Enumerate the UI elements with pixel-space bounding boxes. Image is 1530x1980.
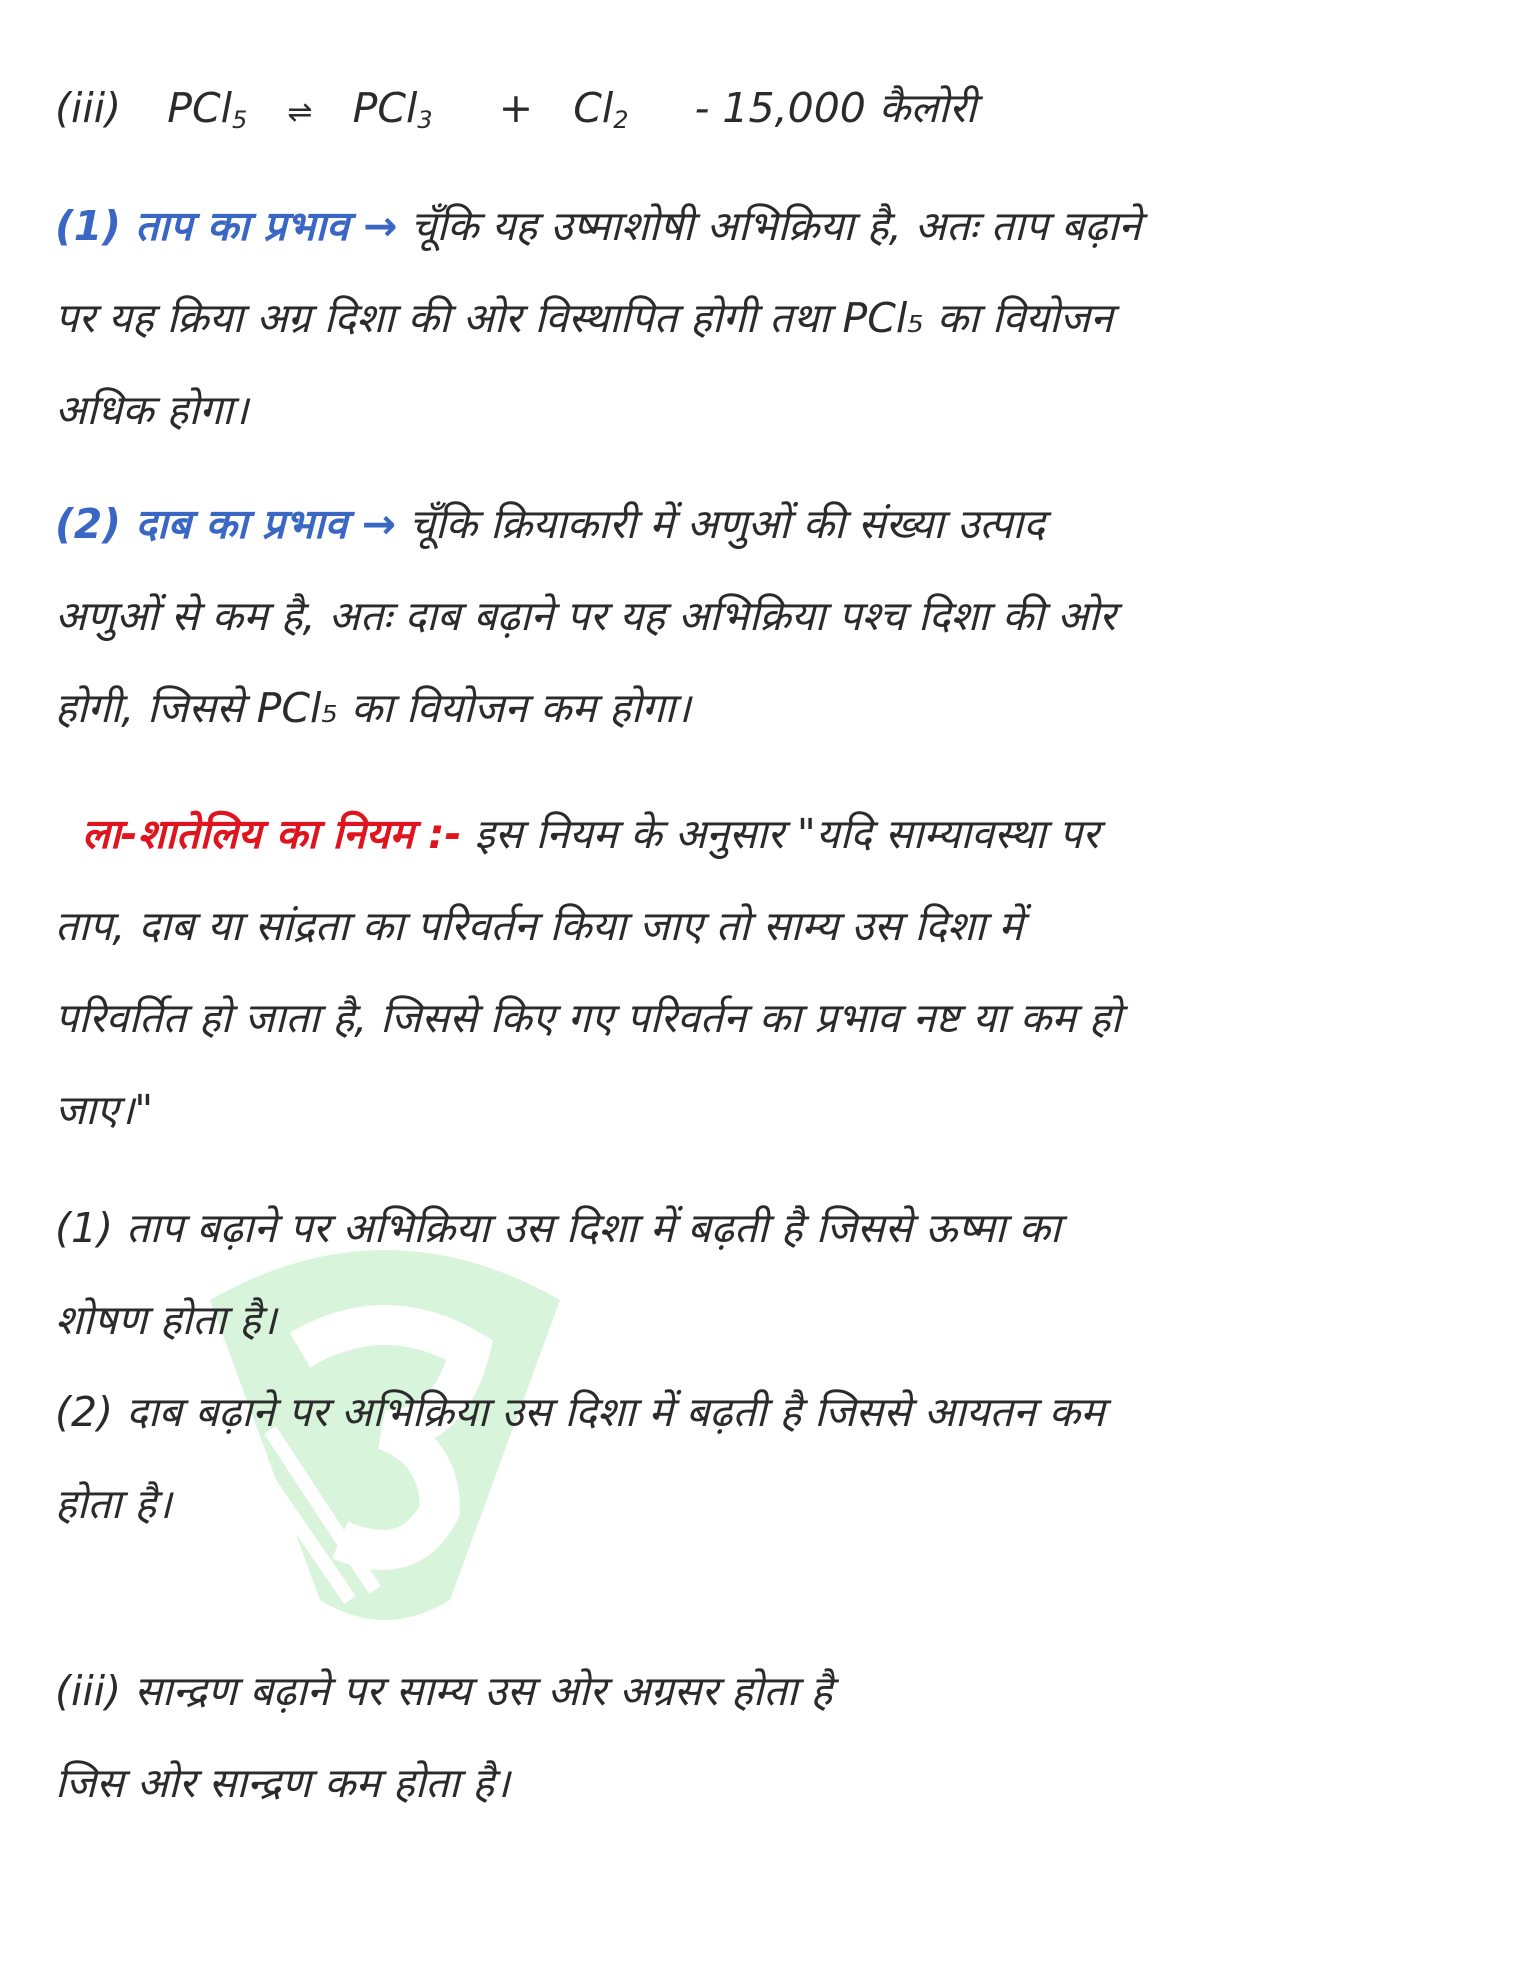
rule2-line-2: होता है।: [55, 1480, 172, 1528]
section1-heading: (1) ताप का प्रभाव →: [55, 202, 398, 250]
law-line-1: [55, 788, 1475, 880]
section-pressure-effect: [55, 478, 1475, 754]
equation-energy: - 15,000 कैलोरी: [694, 84, 977, 132]
equation-reactant: PCl: [167, 84, 233, 132]
equation-label: (iii): [55, 84, 122, 132]
section1-line-2: पर यह क्रिया अग्र दिशा की ओर विस्थापित होगी तथा PCl₅ का वियोजन: [55, 294, 1113, 342]
section-rules: [55, 1182, 1475, 1550]
equation-line: [55, 62, 976, 166]
equation-product1: PCl: [352, 84, 418, 132]
rule3-line-1: (iii) सान्द्रण बढ़ाने पर साम्य उस ओर अग्रसर होता है: [55, 1667, 833, 1715]
rule3-line-2: जिस ओर सान्द्रण कम होता है।: [55, 1759, 510, 1807]
rule1-line-1: (1) ताप बढ़ाने पर अभिक्रिया उस दिशा में बढ़ती है जिससे ऊष्मा का: [55, 1204, 1061, 1252]
law-line-4: जाए।": [55, 1086, 154, 1134]
rule1-line-2: शोषण होता है।: [55, 1296, 277, 1344]
equation-product1-sub: 3: [417, 106, 433, 134]
equation-product2: Cl: [573, 84, 614, 132]
section2-line-2: अणुओं से कम है, अतः दाब बढ़ाने पर यह अभिक्रिया पश्च दिशा की ओर: [55, 592, 1116, 640]
law-heading: ला-शातेलिय का नियम :-: [82, 810, 462, 858]
section2-text-1: चूँकि क्रियाकारी में अणुओं की संख्या उत्पाद: [408, 500, 1045, 548]
section1-line-1: [55, 180, 1475, 272]
section-le-chatelier-law: [55, 788, 1475, 1156]
section1-text-1: चूँकि यह उष्माशोषी अभिक्रिया है, अतः ताप बढ़ाने: [410, 202, 1141, 250]
section-rule3: [55, 1645, 1475, 1829]
section2-line-1: [55, 478, 1475, 570]
rule2-line-1: (2) दाब बढ़ाने पर अभिक्रिया उस दिशा में बढ़ती है जिससे आयतन कम: [55, 1388, 1105, 1436]
equation-plus: +: [498, 84, 534, 132]
equilibrium-arrow-icon: ⇌: [287, 95, 313, 130]
law-line-2: ताप, दाब या सांद्रता का परिवर्तन किया जाए तो साम्य उस दिशा में: [55, 902, 1023, 950]
law-text-1: इस नियम के अनुसार "यदि साम्यावस्था पर: [474, 810, 1099, 858]
section2-heading: (2) दाब का प्रभाव →: [55, 500, 396, 548]
equation-product2-sub: 2: [613, 106, 629, 134]
law-line-3: परिवर्तित हो जाता है, जिससे किए गए परिवर्तन का प्रभाव नष्ट या कम हो: [55, 994, 1122, 1042]
section1-line-3: अधिक होगा।: [55, 386, 249, 434]
section2-line-3: होगी, जिससे PCl₅ का वियोजन कम होगा।: [55, 684, 691, 732]
section-temperature-effect: [55, 180, 1475, 456]
equation-reactant-sub: 5: [232, 106, 248, 134]
